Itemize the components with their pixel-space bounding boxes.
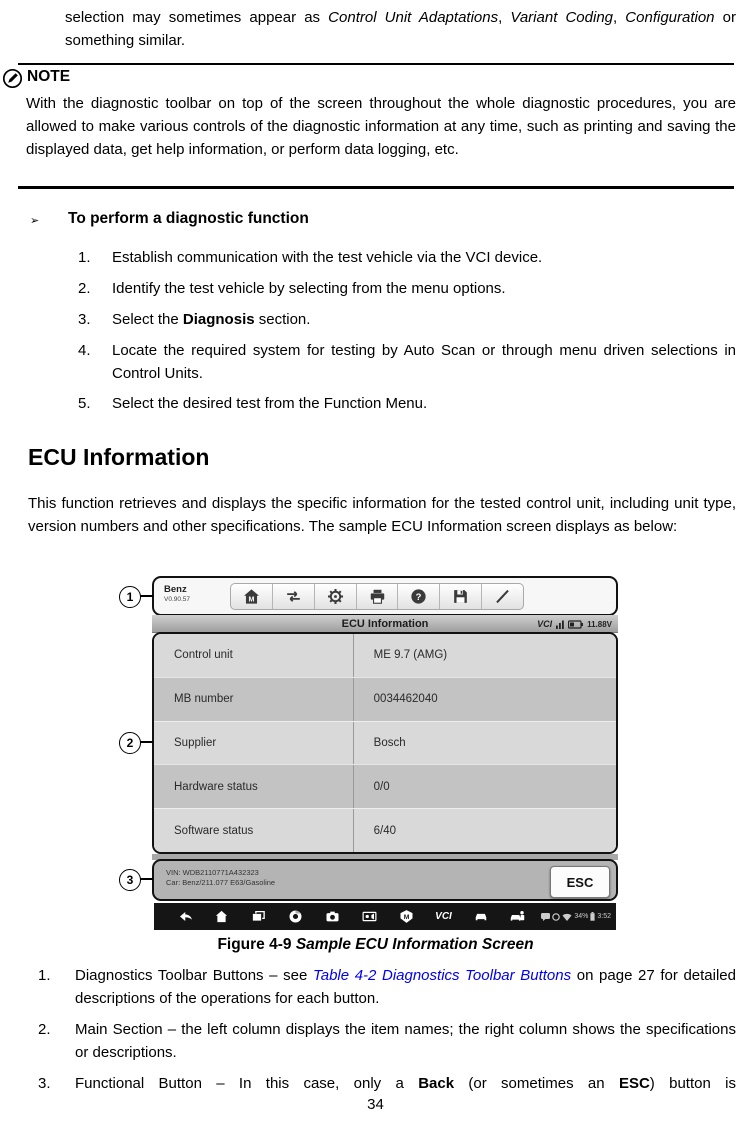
item-name: Hardware status: [174, 780, 258, 793]
item-name: MB number: [174, 693, 234, 706]
software-version: V0.90.57: [164, 595, 191, 603]
page-number: 34: [367, 1096, 384, 1113]
vehicle-communication-icon: [284, 587, 303, 606]
note-top-rule: [18, 63, 734, 65]
printer-icon: [368, 587, 387, 606]
item-name: Control unit: [174, 649, 233, 662]
figure-caption: Figure 4-9 Sample ECU Information Screen: [217, 936, 534, 953]
toolbar-button-group: [230, 583, 524, 610]
step-number: 1.: [78, 249, 91, 266]
callout-3: 3: [119, 869, 141, 891]
vehicle-communication-button[interactable]: [273, 584, 315, 609]
step-number: 2.: [78, 280, 91, 297]
help-button[interactable]: [398, 584, 440, 609]
vci-app-button[interactable]: VCI: [435, 911, 452, 922]
message-icon: [541, 913, 550, 921]
clock-text: 3:52: [597, 913, 611, 920]
note-pencil-icon: [2, 68, 23, 89]
vehicle-app-button[interactable]: [462, 909, 499, 924]
item-value: 0/0: [353, 765, 616, 808]
battery-percent-text: 34%: [574, 913, 589, 920]
item-value: Bosch: [353, 722, 616, 765]
item-value: 6/40: [353, 809, 616, 852]
battery-small-icon: [590, 912, 595, 921]
figure-ecu-information: [0, 574, 751, 934]
step-number: 4.: [78, 342, 91, 359]
data-manager-app-button[interactable]: [499, 909, 536, 924]
battery-voltage: 11.88V: [587, 619, 612, 629]
step-text: Identify the test vehicle by selecting from the menu options.: [112, 280, 506, 297]
pen-icon: [493, 587, 512, 606]
home-nav-button[interactable]: [203, 909, 240, 924]
step-text: Select the desired test from the Function Menu.: [112, 395, 428, 412]
print-button[interactable]: [357, 584, 399, 609]
step-number: 5.: [78, 395, 91, 412]
esc-button[interactable]: ESC: [550, 866, 610, 898]
battery-icon: [568, 620, 583, 629]
svg-text:M: M: [403, 914, 410, 922]
section-body: This function retrieves and displays the specific information for the tested control unit, including unit type, version numbers and other specifications. The sample ECU Information screen displays as below:: [28, 495, 736, 535]
ecu-info-table: [152, 632, 618, 854]
diagnostics-toolbar: [152, 576, 618, 616]
item-value: 0034462040: [353, 678, 616, 721]
item-name: Supplier: [174, 736, 217, 749]
car-text: Car: Benz/211.077 E63/Gasoline: [166, 878, 276, 887]
help-icon: [409, 587, 428, 606]
screen-title-bar: [152, 615, 618, 633]
item-value: ME 9.7 (AMG): [353, 634, 616, 677]
maxisys-app-button[interactable]: [388, 909, 425, 924]
vci-status-label: VCI: [537, 619, 553, 629]
screen-title: ECU Information: [341, 618, 429, 630]
table-row: [154, 634, 616, 677]
step-number: 3.: [78, 311, 91, 328]
save-button[interactable]: [440, 584, 482, 609]
svg-text:?: ?: [415, 592, 422, 604]
android-status-cluster: [541, 912, 616, 921]
section-title: ECU Information: [28, 444, 210, 470]
recent-apps-button[interactable]: [240, 909, 277, 924]
legend-text: Diagnostics Toolbar Buttons – see Table 4-2 Diagnostics Toolbar Buttons on page 27 for detailed descriptions of the operations for each button.: [75, 967, 736, 1007]
note-label: NOTE: [27, 68, 71, 85]
callout-2: 2: [119, 732, 141, 754]
cross-reference-link[interactable]: Table 4-2 Diagnostics Toolbar Buttons: [312, 967, 572, 984]
display-sound-button[interactable]: [351, 909, 388, 924]
procedure-arrow-bullet: ➢: [30, 214, 40, 227]
step-text: Locate the required system for testing by Auto Scan or through menu driven selections in Control Units.: [112, 342, 736, 382]
legend-text: Functional Button – In this case, only a Back (or sometimes an ESC) button is: [75, 1075, 736, 1092]
legend-text: Main Section – the left column displays the item names; the right column shows the specifications or descriptions.: [75, 1021, 736, 1061]
procedure-title: To perform a diagnostic function: [68, 210, 309, 227]
home-button[interactable]: [231, 584, 273, 609]
svg-text:M: M: [248, 595, 255, 604]
vin-text: VIN: WDB2110771A432323: [166, 868, 259, 877]
back-button[interactable]: [166, 909, 203, 924]
intro-paragraph: selection may sometimes appear as Control Unit Adaptations, Variant Coding, Configuration or something similar.: [65, 9, 736, 49]
callout-1: 1: [119, 586, 141, 608]
note-bottom-rule: [18, 186, 734, 189]
legend-number: 1.: [38, 967, 51, 984]
chrome-button[interactable]: [277, 909, 314, 924]
step-text: Establish communication with the test vehicle via the VCI device.: [112, 249, 543, 266]
table-row: [154, 808, 616, 852]
vehicle-brand: Benz: [164, 584, 187, 595]
android-nav-bar: [154, 903, 616, 930]
wifi-icon: [562, 913, 572, 921]
data-logging-button[interactable]: [482, 584, 523, 609]
legend-number: 2.: [38, 1021, 51, 1038]
settings-button[interactable]: [315, 584, 357, 609]
legend-number: 3.: [38, 1075, 51, 1092]
vehicle-info-block: [166, 868, 275, 888]
vci-signal-icon: [556, 620, 564, 629]
table-row: [154, 721, 616, 765]
table-row: [154, 764, 616, 808]
sync-icon: [552, 913, 560, 921]
functional-button-bar: [152, 859, 618, 901]
note-body: With the diagnostic toolbar on top of the screen throughout the whole diagnostic procedures, you are allowed to make various controls of the diagnostic information at any time, such as printing and saving the displayed data, get help information, or perform data logging, etc.: [26, 95, 736, 158]
table-row: [154, 677, 616, 721]
save-icon: [451, 587, 470, 606]
home-icon: [242, 587, 261, 606]
gear-icon: [326, 587, 345, 606]
item-name: Software status: [174, 824, 254, 837]
camera-button[interactable]: [314, 909, 351, 924]
step-text: Select the Diagnosis section.: [112, 311, 311, 328]
vehicle-brand-badge: [164, 585, 190, 603]
